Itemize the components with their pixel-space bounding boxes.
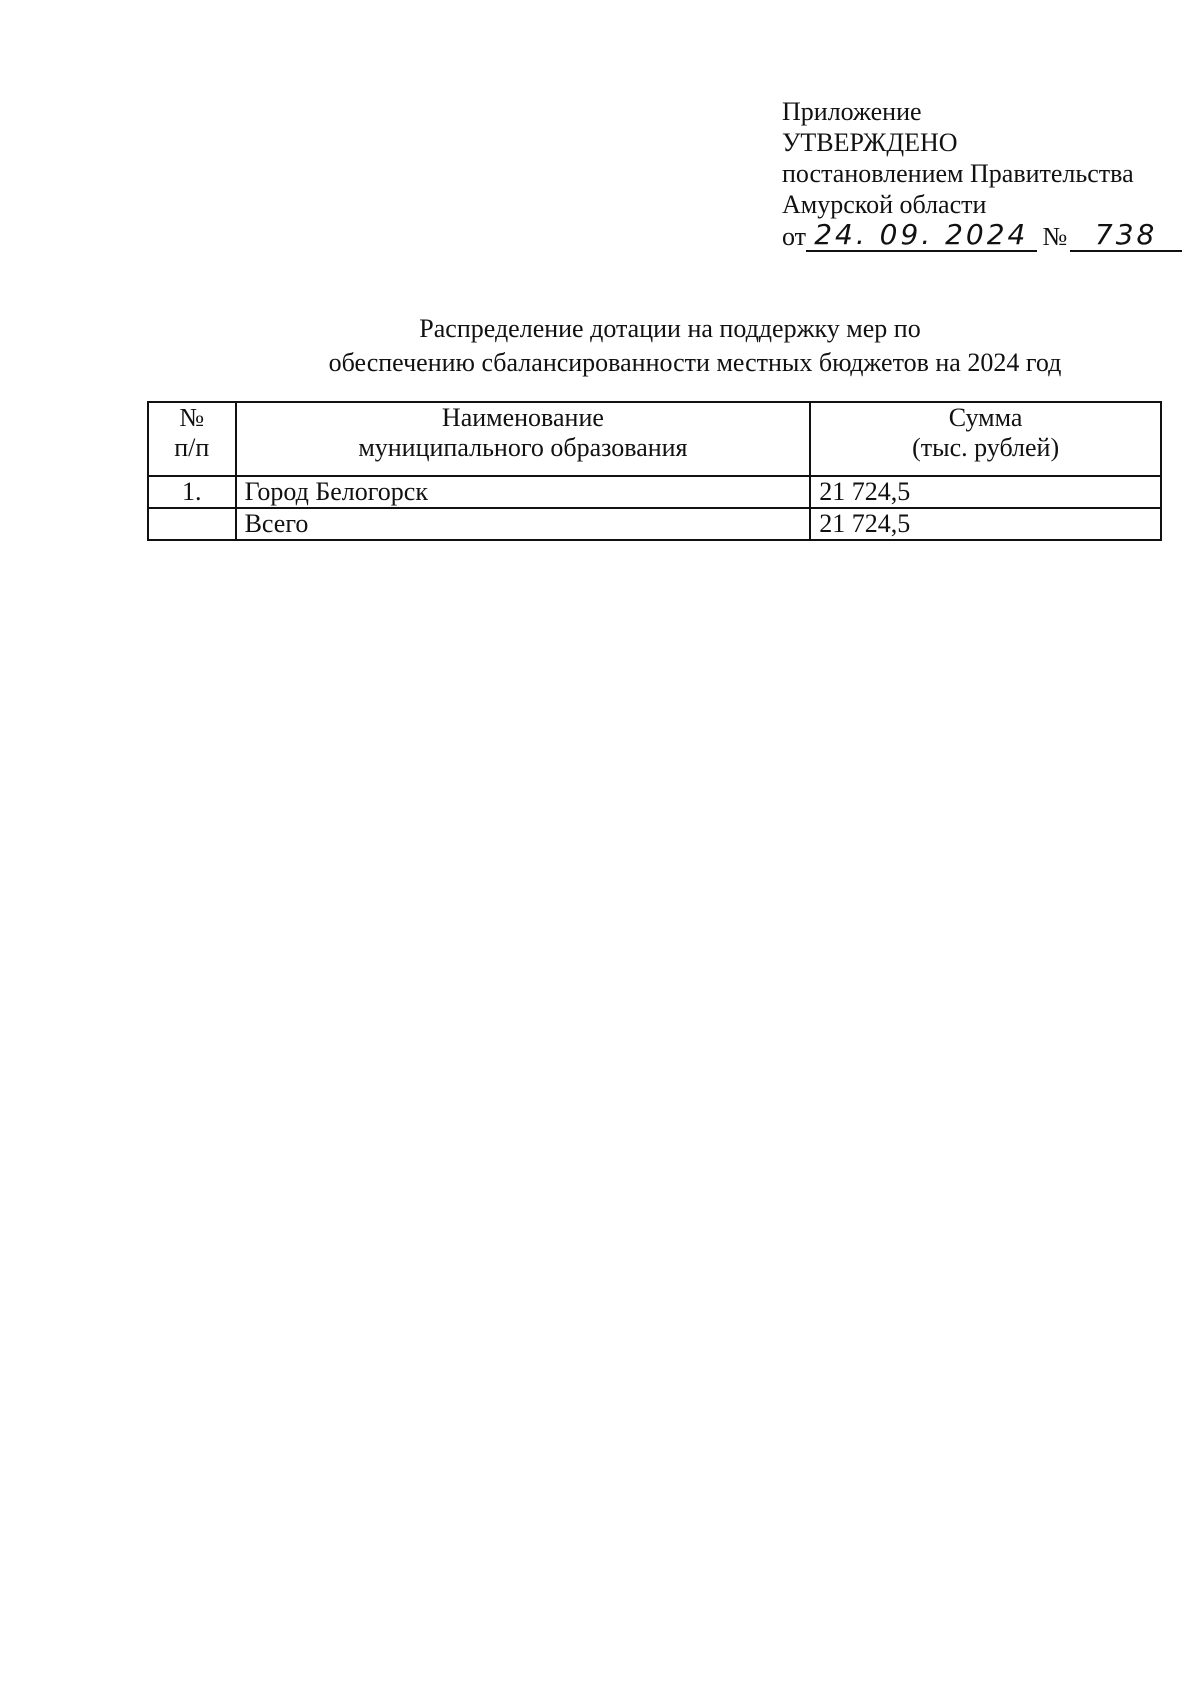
table-header-row	[148, 402, 1161, 476]
row-sum: 21 724,5	[810, 476, 1161, 508]
header-name	[236, 402, 811, 476]
table-total-row	[148, 508, 1161, 540]
handwritten-number: 738	[1070, 220, 1182, 252]
header-sum-line-2: (тыс. рублей)	[912, 433, 1060, 462]
header-sum	[810, 402, 1161, 476]
handwritten-date: 24. 09. 2024	[806, 220, 1036, 252]
header-number-pp: п/п	[174, 433, 210, 462]
approval-date-line	[782, 220, 1182, 252]
distribution-table	[147, 401, 1162, 541]
number-sign: №	[1042, 222, 1068, 251]
approval-region: Амурской области	[782, 190, 987, 219]
table-row	[148, 476, 1161, 508]
date-prefix: от	[782, 222, 807, 251]
total-sum: 21 724,5	[810, 508, 1161, 540]
header-name-line-1: Наименование	[441, 403, 604, 432]
header-number	[148, 402, 236, 476]
row-number: 1.	[148, 476, 236, 508]
header-number-sign: №	[179, 403, 205, 432]
approval-appendix: Приложение	[782, 97, 922, 126]
header-sum-line-1: Сумма	[948, 403, 1023, 432]
total-number	[148, 508, 236, 540]
approval-by-resolution: постановлением Правительства	[782, 159, 1134, 188]
row-name: Город Белогорск	[236, 476, 811, 508]
total-label: Всего	[236, 508, 811, 540]
approval-approved: УТВЕРЖДЕНО	[782, 128, 958, 157]
title-line-1: Распределение дотации на поддержку мер по	[419, 314, 921, 343]
document-title	[230, 312, 1110, 380]
header-name-line-2: муниципального образования	[358, 433, 688, 462]
title-line-2: обеспечению сбалансированности местных бюджетов на 2024 год	[328, 348, 1062, 377]
approval-block	[782, 96, 1182, 252]
